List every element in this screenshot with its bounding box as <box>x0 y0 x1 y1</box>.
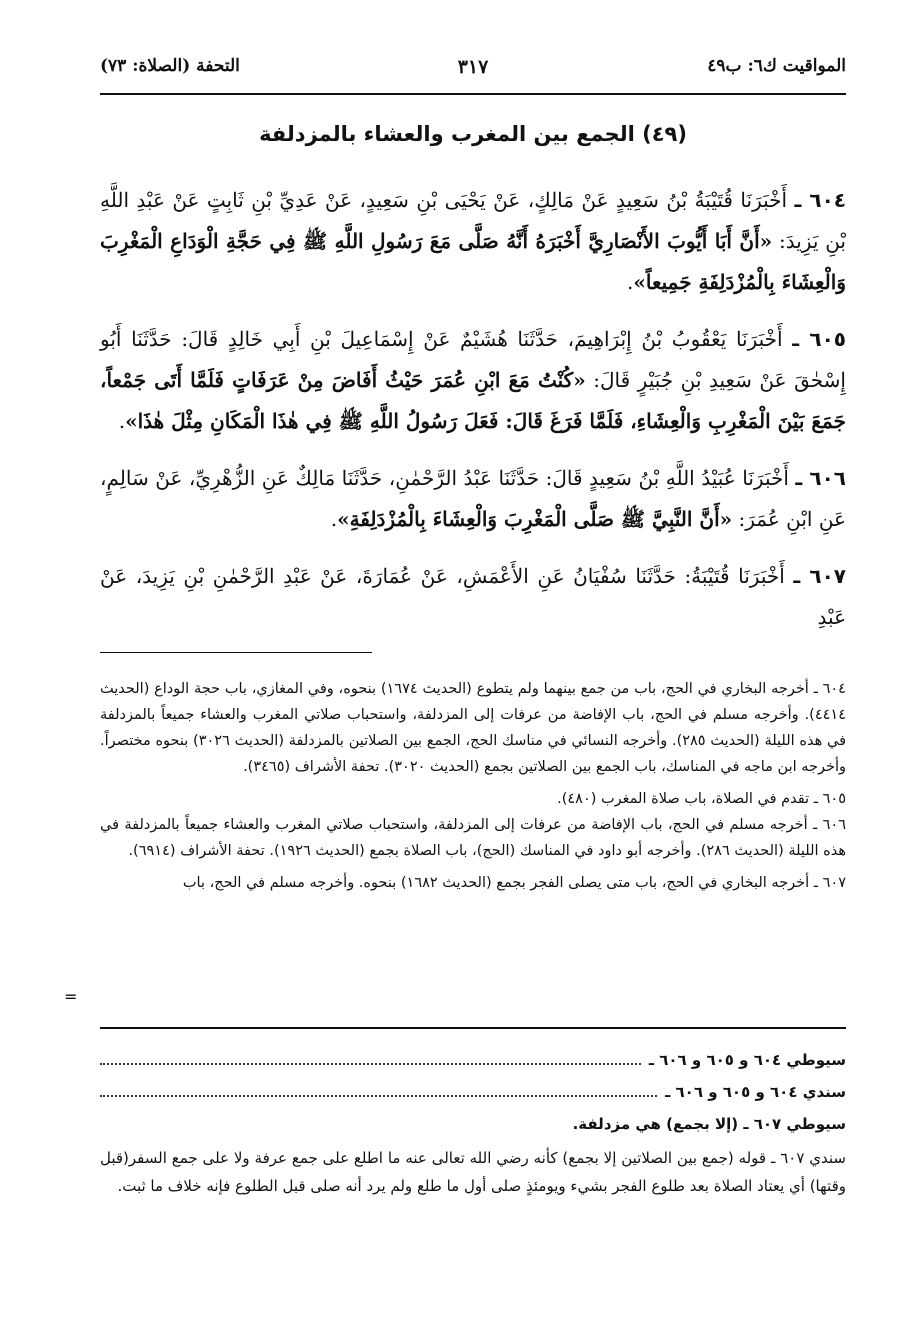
main-text <box>100 180 846 654</box>
hadith-matn: «أَنَّ النَّبِيَّ ﷺ صَلَّى الْمَغْرِبَ وَالْعِشَاءَ بِالْمُزْدَلِفَةِ» <box>337 507 733 531</box>
hadith-isnad: أَخْبَرَنَا قُتَيْبَةُ: حَدَّثَنَا سُفْيَانُ عَنِ الأَعْمَشِ، عَنْ عُمَارَةَ، عَنْ عَبْدِ الرَّحْمٰنِ بْنِ يَزِيدَ، عَنْ عَبْدِ <box>100 564 846 629</box>
commentary-line <box>100 1078 846 1106</box>
commentary <box>100 1046 846 1200</box>
hadith-number: ٦٠٥ ـ <box>792 327 846 351</box>
header-rule <box>100 93 846 95</box>
hadith-605 <box>100 319 846 442</box>
hadith-number: ٦٠٧ ـ <box>793 564 846 588</box>
hadith-606 <box>100 458 846 540</box>
commentary-label: سندي ٦٠٤ و ٦٠٥ و ٦٠٦ ـ <box>665 1083 846 1101</box>
commentary-line <box>100 1046 846 1074</box>
commentary-label: سيوطي ٦٠٤ و ٦٠٥ و ٦٠٦ ـ <box>648 1051 846 1069</box>
commentary-line <box>100 1110 846 1138</box>
commentary-label: سيوطي ٦٠٧ ـ (إلا بجمع) هي مزدلفة. <box>572 1115 846 1133</box>
hadith-isnad: أَخْبَرَنَا يَعْقُوبُ بْنُ إِبْرَاهِيمَ، حَدَّثَنَا هُشَيْمٌ عَنْ إِسْمَاعِيلَ بْنِ أَبِي خَالِدٍ قَالَ: حَدَّثَنَا أَبُو إِسْحٰقَ عَنْ سَعِيدِ بْنِ جُبَيْرٍ قَالَ: <box>100 327 846 392</box>
header-tuhfa-ref: التحفة (الصلاة: ٧٣) <box>100 56 240 76</box>
commentary-paragraph: سندي ٦٠٧ ـ قوله (جمع بين الصلاتين إلا بجمع) كأنه رضي الله تعالى عنه ما اطلع على جمع عرفة ولا على جمع السفر(قبل وقتها) أي يعتاد الصلاة بعد طلوع الفجر بشيء ويومئذٍ صلى أول ما طلع ولم يرد أنه صلى قبل الطلوع فإنه خلاف ما ثبت. <box>100 1149 846 1195</box>
hadith-number: ٦٠٤ ـ <box>794 188 846 212</box>
hadith-607 <box>100 556 846 638</box>
page-number: ٣١٧ <box>457 56 489 78</box>
continuation-mark: = <box>64 987 78 1006</box>
page-header <box>100 56 846 90</box>
hadith-matn: «أَنَّ أَبَا أَيُّوبَ الأَنْصَارِيَّ أَخْبَرَهُ أَنَّهُ صَلَّى مَعَ رَسُولِ اللَّهِ ﷺ فِي حَجَّةِ الْوَدَاعِ الْمَغْرِبَ وَالْعِشَاءَ بِالْمُزْدَلِفَةِ جَمِيعاً» <box>100 229 846 294</box>
chapter-title: (٤٩) الجمع بين المغرب والعشاء بالمزدلفة <box>259 122 687 146</box>
dotted-leader <box>100 1062 641 1065</box>
footnote-606: ٦٠٦ ـ أخرجه مسلم في الحج، باب الإفاضة من عرفات إلى المزدلفة، واستحباب صلاتي المغرب والعشاء جميعاً بالمزدلفة في هذه الليلة (الحديث ٢٨٦). وأخرجه أبو داود في المناسك (الحج)، باب الصلاة بجمع (الحديث ١٩٢٦). تحفة الأشراف (٦٩١٤). <box>100 817 846 859</box>
hadith-604 <box>100 180 846 303</box>
hadith-end: . <box>627 270 634 294</box>
footnote-607: ٦٠٧ ـ أخرجه البخاري في الحج، باب متى يصلى الفجر بجمع (الحديث ١٦٨٢) بنحوه. وأخرجه مسلم في الحج، باب <box>182 875 846 891</box>
hadith-number: ٦٠٦ ـ <box>795 466 846 490</box>
footnote-separator <box>100 652 372 653</box>
dotted-leader <box>100 1094 657 1097</box>
footnote-604: ٦٠٤ ـ أخرجه البخاري في الحج، باب من جمع بينهما ولم يتطوع (الحديث ١٦٧٤) بنحوه، وفي المغازي، باب حجة الوداع (الحديث ٤٤١٤). وأخرجه مسلم في الحج، باب الإفاضة من عرفات إلى المزدلفة، واستحباب صلاتي المغرب والعشاء جميعاً بالمزدلفة في هذه الليلة (الحديث ٢٨٥). وأخرجه النسائي في مناسك الحج، الجمع بين الصلاتين بالمزدلفة (الحديث ٣٠٢٦) بنحوه مختصراً. وأخرجه ابن ماجه في المناسك، باب الجمع بين الصلاتين بجمع (الحديث ٣٠٢٠). تحفة الأشراف (٣٤٦٥). <box>100 681 847 775</box>
hadith-end: . <box>330 507 338 531</box>
header-chapter-ref: المواقيت ك٦: ب٤٩ <box>707 56 846 76</box>
footnotes <box>100 676 846 902</box>
hadith-isnad: أَخْبَرَنَا عُبَيْدُ اللَّهِ بْنُ سَعِيدٍ قَالَ: حَدَّثَنَا عَبْدُ الرَّحْمٰنِ، حَدَّثَنَا مَالِكٌ عَنِ الزُّهْرِيِّ، عَنْ سَالِمٍ، عَنِ ابْنِ عُمَرَ: <box>100 466 846 531</box>
hadith-matn: «كُنْتُ مَعَ ابْنِ عُمَرَ حَيْثُ أَفَاضَ مِنْ عَرَفَاتٍ فَلَمَّا أَتَى جَمْعاً، جَمَعَ بَيْنَ الْمَغْرِبِ وَالْعِشَاءِ، فَلَمَّا فَرَغَ قَالَ: فَعَلَ رَسُولُ اللَّهِ ﷺ فِي هٰذَا الْمَكَانِ مِثْلَ هٰذَا» <box>100 368 846 433</box>
footnote-605: ٦٠٥ ـ تقدم في الصلاة، باب صلاة المغرب (٤٨٠). <box>557 791 846 807</box>
commentary-rule <box>100 1027 846 1029</box>
hadith-isnad: أَخْبَرَنَا قُتَيْبَةُ بْنُ سَعِيدٍ عَنْ مَالِكٍ، عَنْ يَحْيَى بْنِ سَعِيدٍ، عَنْ عَدِيِّ بْنِ ثَابِتٍ عَنْ عَبْدِ اللَّهِ بْنِ يَزِيدَ: <box>100 188 846 253</box>
hadith-end: . <box>118 409 126 433</box>
